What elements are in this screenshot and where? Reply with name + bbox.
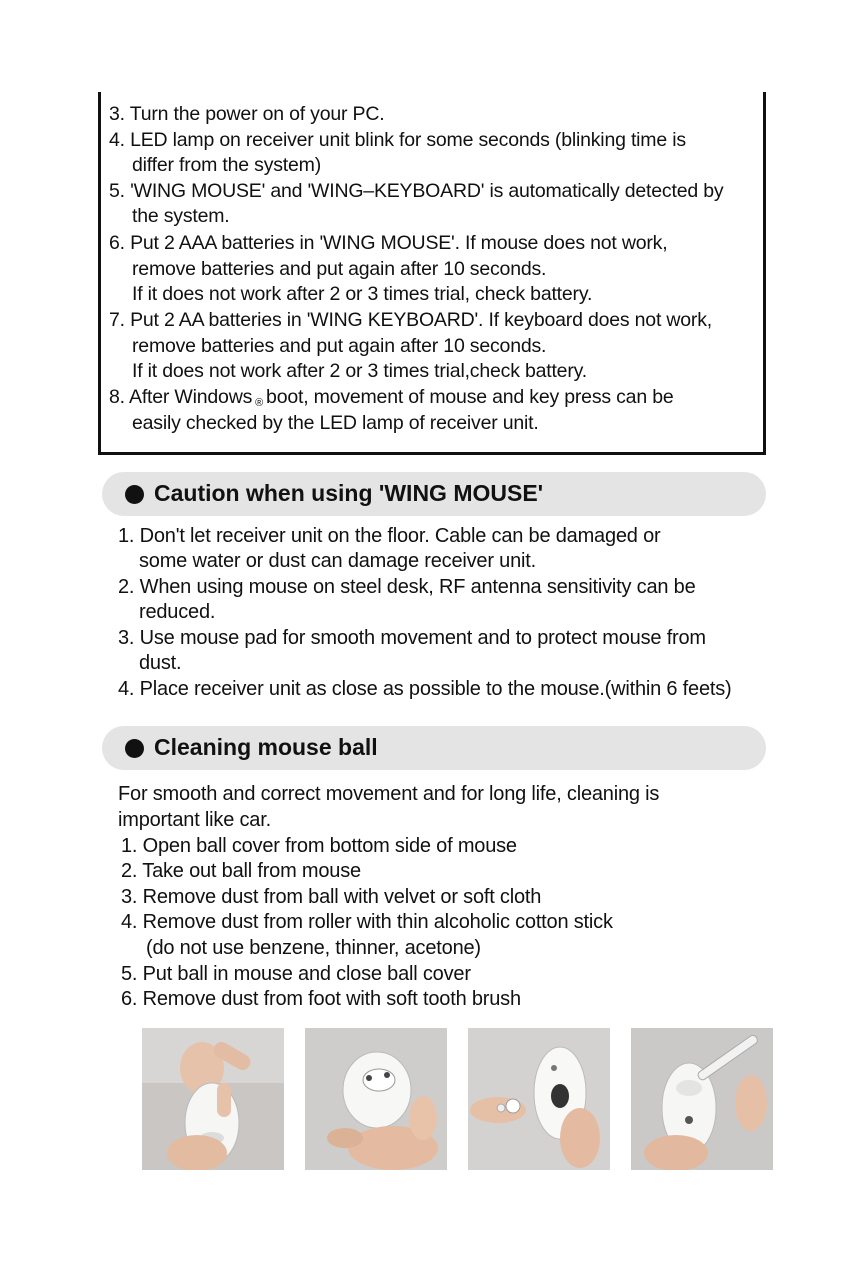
bullet-icon <box>125 739 144 758</box>
caution-item-4: 4. Place receiver unit as close as possible to the mouse.(within 6 feets) <box>118 678 732 700</box>
install-step-5: 5. 'WING MOUSE' and 'WING–KEYBOARD' is automatically detected by <box>109 180 724 202</box>
install-step-7-cont2: If it does not work after 2 or 3 times trial,check battery. <box>132 360 587 382</box>
install-step-5-cont: the system. <box>132 205 230 227</box>
install-step-8: 8. After Windows ® boot, movement of mouse and key press can be <box>109 386 674 409</box>
cleaning-item-3: 3. Remove dust from ball with velvet or soft cloth <box>121 886 542 908</box>
install-step-6: 6. Put 2 AAA batteries in 'WING MOUSE'. If mouse does not work, <box>109 232 668 254</box>
install-step-7: 7. Put 2 AA batteries in 'WING KEYBOARD'. If keyboard does not work, <box>109 309 712 331</box>
bullet-icon <box>125 485 144 504</box>
photo-brush-foot <box>631 1028 773 1170</box>
cleaning-item-5: 5. Put ball in mouse and close ball cover <box>121 963 471 985</box>
cleaning-item-6: 6. Remove dust from foot with soft tooth brush <box>121 988 521 1010</box>
caution-item-1-cont: some water or dust can damage receiver unit. <box>139 550 536 572</box>
photo-remove-dust-ball <box>468 1028 610 1170</box>
registered-mark: ® <box>255 397 264 409</box>
photo-open-ball-cover <box>142 1028 284 1170</box>
install-step-7-cont: remove batteries and put again after 10 seconds. <box>132 335 547 357</box>
cleaning-item-4: 4. Remove dust from roller with thin alcoholic cotton stick <box>121 911 613 933</box>
install-step-8-cont: easily checked by the LED lamp of receiver unit. <box>132 412 539 434</box>
install-step-4: 4. LED lamp on receiver unit blink for some seconds (blinking time is <box>109 129 686 151</box>
cleaning-item-2: 2. Take out ball from mouse <box>121 860 361 882</box>
install-step-4-cont: differ from the system) <box>132 154 322 176</box>
caution-item-3-cont: dust. <box>139 652 182 674</box>
cleaning-intro-line-1: For smooth and correct movement and for long life, cleaning is <box>118 783 660 805</box>
cleaning-title: Cleaning mouse ball <box>154 734 378 760</box>
caution-title: Caution when using 'WING MOUSE' <box>154 480 544 506</box>
install-step-6-cont2: If it does not work after 2 or 3 times trial, check battery. <box>132 283 593 305</box>
install-step-6-cont: remove batteries and put again after 10 seconds. <box>132 258 547 280</box>
cleaning-item-1: 1. Open ball cover from bottom side of mouse <box>121 835 517 857</box>
install-step-3: 3. Turn the power on of your PC. <box>109 103 385 125</box>
caution-item-2-cont: reduced. <box>139 601 216 623</box>
cleaning-item-4-cont: (do not use benzene, thinner, acetone) <box>146 937 481 959</box>
install-steps-box <box>98 92 766 455</box>
caution-header <box>102 472 766 516</box>
caution-item-1: 1. Don't let receiver unit on the floor. Cable can be damaged or <box>118 525 661 547</box>
caution-item-2: 2. When using mouse on steel desk, RF antenna sensitivity can be <box>118 576 696 598</box>
photo-take-out-ball <box>305 1028 447 1170</box>
cleaning-header <box>102 726 766 770</box>
cleaning-intro-line-2: important like car. <box>118 809 271 831</box>
caution-item-3: 3. Use mouse pad for smooth movement and to protect mouse from <box>118 627 706 649</box>
